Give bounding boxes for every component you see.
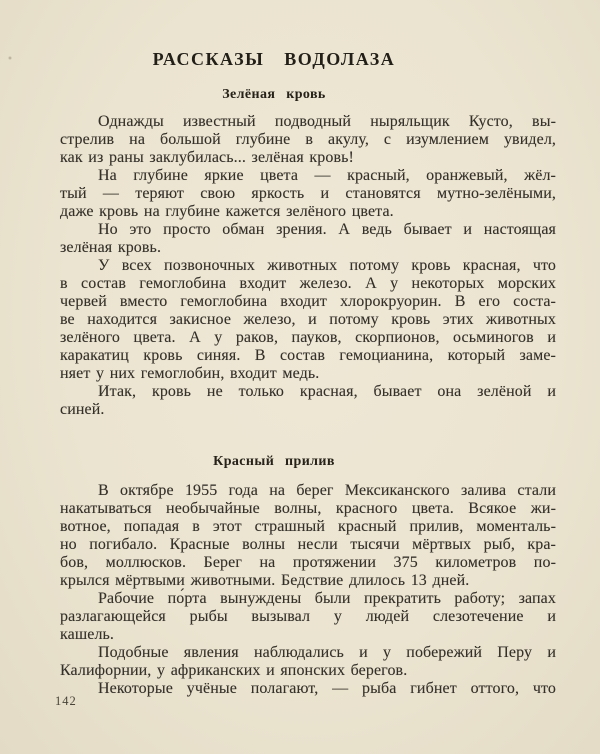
text-line: Некоторые учёные полагают, — рыба гибнет оттого, что — [98, 680, 556, 697]
text-line: У всех позвоночных животных потому кровь красная, что — [98, 257, 556, 274]
text-line: На глубине яркие цвета — красный, оранжевый, жёл- — [98, 167, 556, 184]
paragraph — [60, 680, 556, 698]
section-green-blood — [60, 88, 556, 419]
text-line: разлагающейся рыбы вызывал у людей слезотечение и — [60, 608, 556, 625]
text-line: червей вместо гемоглобина входит хлорокруорин. В его соста- — [60, 293, 556, 310]
text-line: Калифорнии, у африканских и японских берегов. — [60, 662, 408, 679]
text-line: даже кровь на глубине кажется зелёного цвета. — [60, 203, 394, 220]
text-line: кашель. — [60, 626, 115, 643]
text-line: Рабочие по́рта вынуждены были прекратить работу; запах — [98, 590, 556, 607]
text-line: но погибало. Красные волны несли тысячи мёртвых рыб, кра- — [60, 536, 556, 553]
paragraph — [60, 113, 556, 167]
text-line: синей. — [60, 401, 105, 418]
text-line: няет у них гемоглобин, входит медь. — [60, 365, 320, 382]
section-heading-green-blood: Зелёная кровь — [222, 87, 326, 102]
text-line: крылся мёртвыми животными. Бедствие длилось 13 дней. — [60, 572, 470, 589]
page-number: 142 — [55, 694, 77, 708]
paragraph — [60, 257, 556, 383]
text-line: тый — теряют свою яркость и становятся мутно-зелёными, — [60, 185, 556, 202]
page-title: РАССКАЗЫ ВОДОЛАЗА — [152, 49, 396, 69]
section-body — [60, 482, 556, 698]
text-line: в состав гемоглобина входит железо. А у некоторых морских — [60, 275, 556, 292]
text-line: зелёная кровь. — [60, 239, 162, 256]
section-red-tide — [60, 455, 556, 698]
section-body — [60, 113, 556, 419]
text-line: стрелив на большой глубине в акулу, с изумлением увидел, — [60, 131, 556, 148]
paragraph — [60, 644, 556, 680]
text-line: бов, моллюсков. Берег на протяжении 375 километров по- — [60, 554, 556, 571]
paragraph — [60, 383, 556, 419]
paragraph — [60, 167, 556, 221]
text-line: накатываться необычайные волны, красного цвета. Всякое жи- — [60, 500, 556, 517]
paragraph — [60, 221, 556, 257]
text-line: Итак, кровь не только красная, бывает она зелёной и — [98, 383, 556, 400]
text-line: Подобные явления наблюдались и у побережий Перу и — [98, 644, 556, 661]
text-line: Но это просто обман зрения. А ведь бывает и настоящая — [98, 221, 556, 238]
text-line: вотное, попадая в этот страшный красный прилив, моменталь- — [60, 518, 556, 535]
text-line: как из раны заклубилась... зелёная кровь! — [60, 149, 354, 166]
paragraph — [60, 482, 556, 590]
section-heading-red-tide: Красный прилив — [213, 454, 335, 469]
text-line: В октябре 1955 года на берег Мексиканского залива стали — [98, 482, 556, 499]
paragraph — [60, 590, 556, 644]
text-line: Однажды известный подводный ныряльщик Кусто, вы- — [98, 113, 556, 130]
text-line: зелёного цвета. А у раков, пауков, скорпионов, осьминогов и — [60, 329, 556, 346]
text-line: каракатиц кровь синяя. В состав гемоцианина, который заме- — [60, 347, 556, 364]
text-line: ве находится закисное железо, и потому кровь этих животных — [60, 311, 556, 328]
